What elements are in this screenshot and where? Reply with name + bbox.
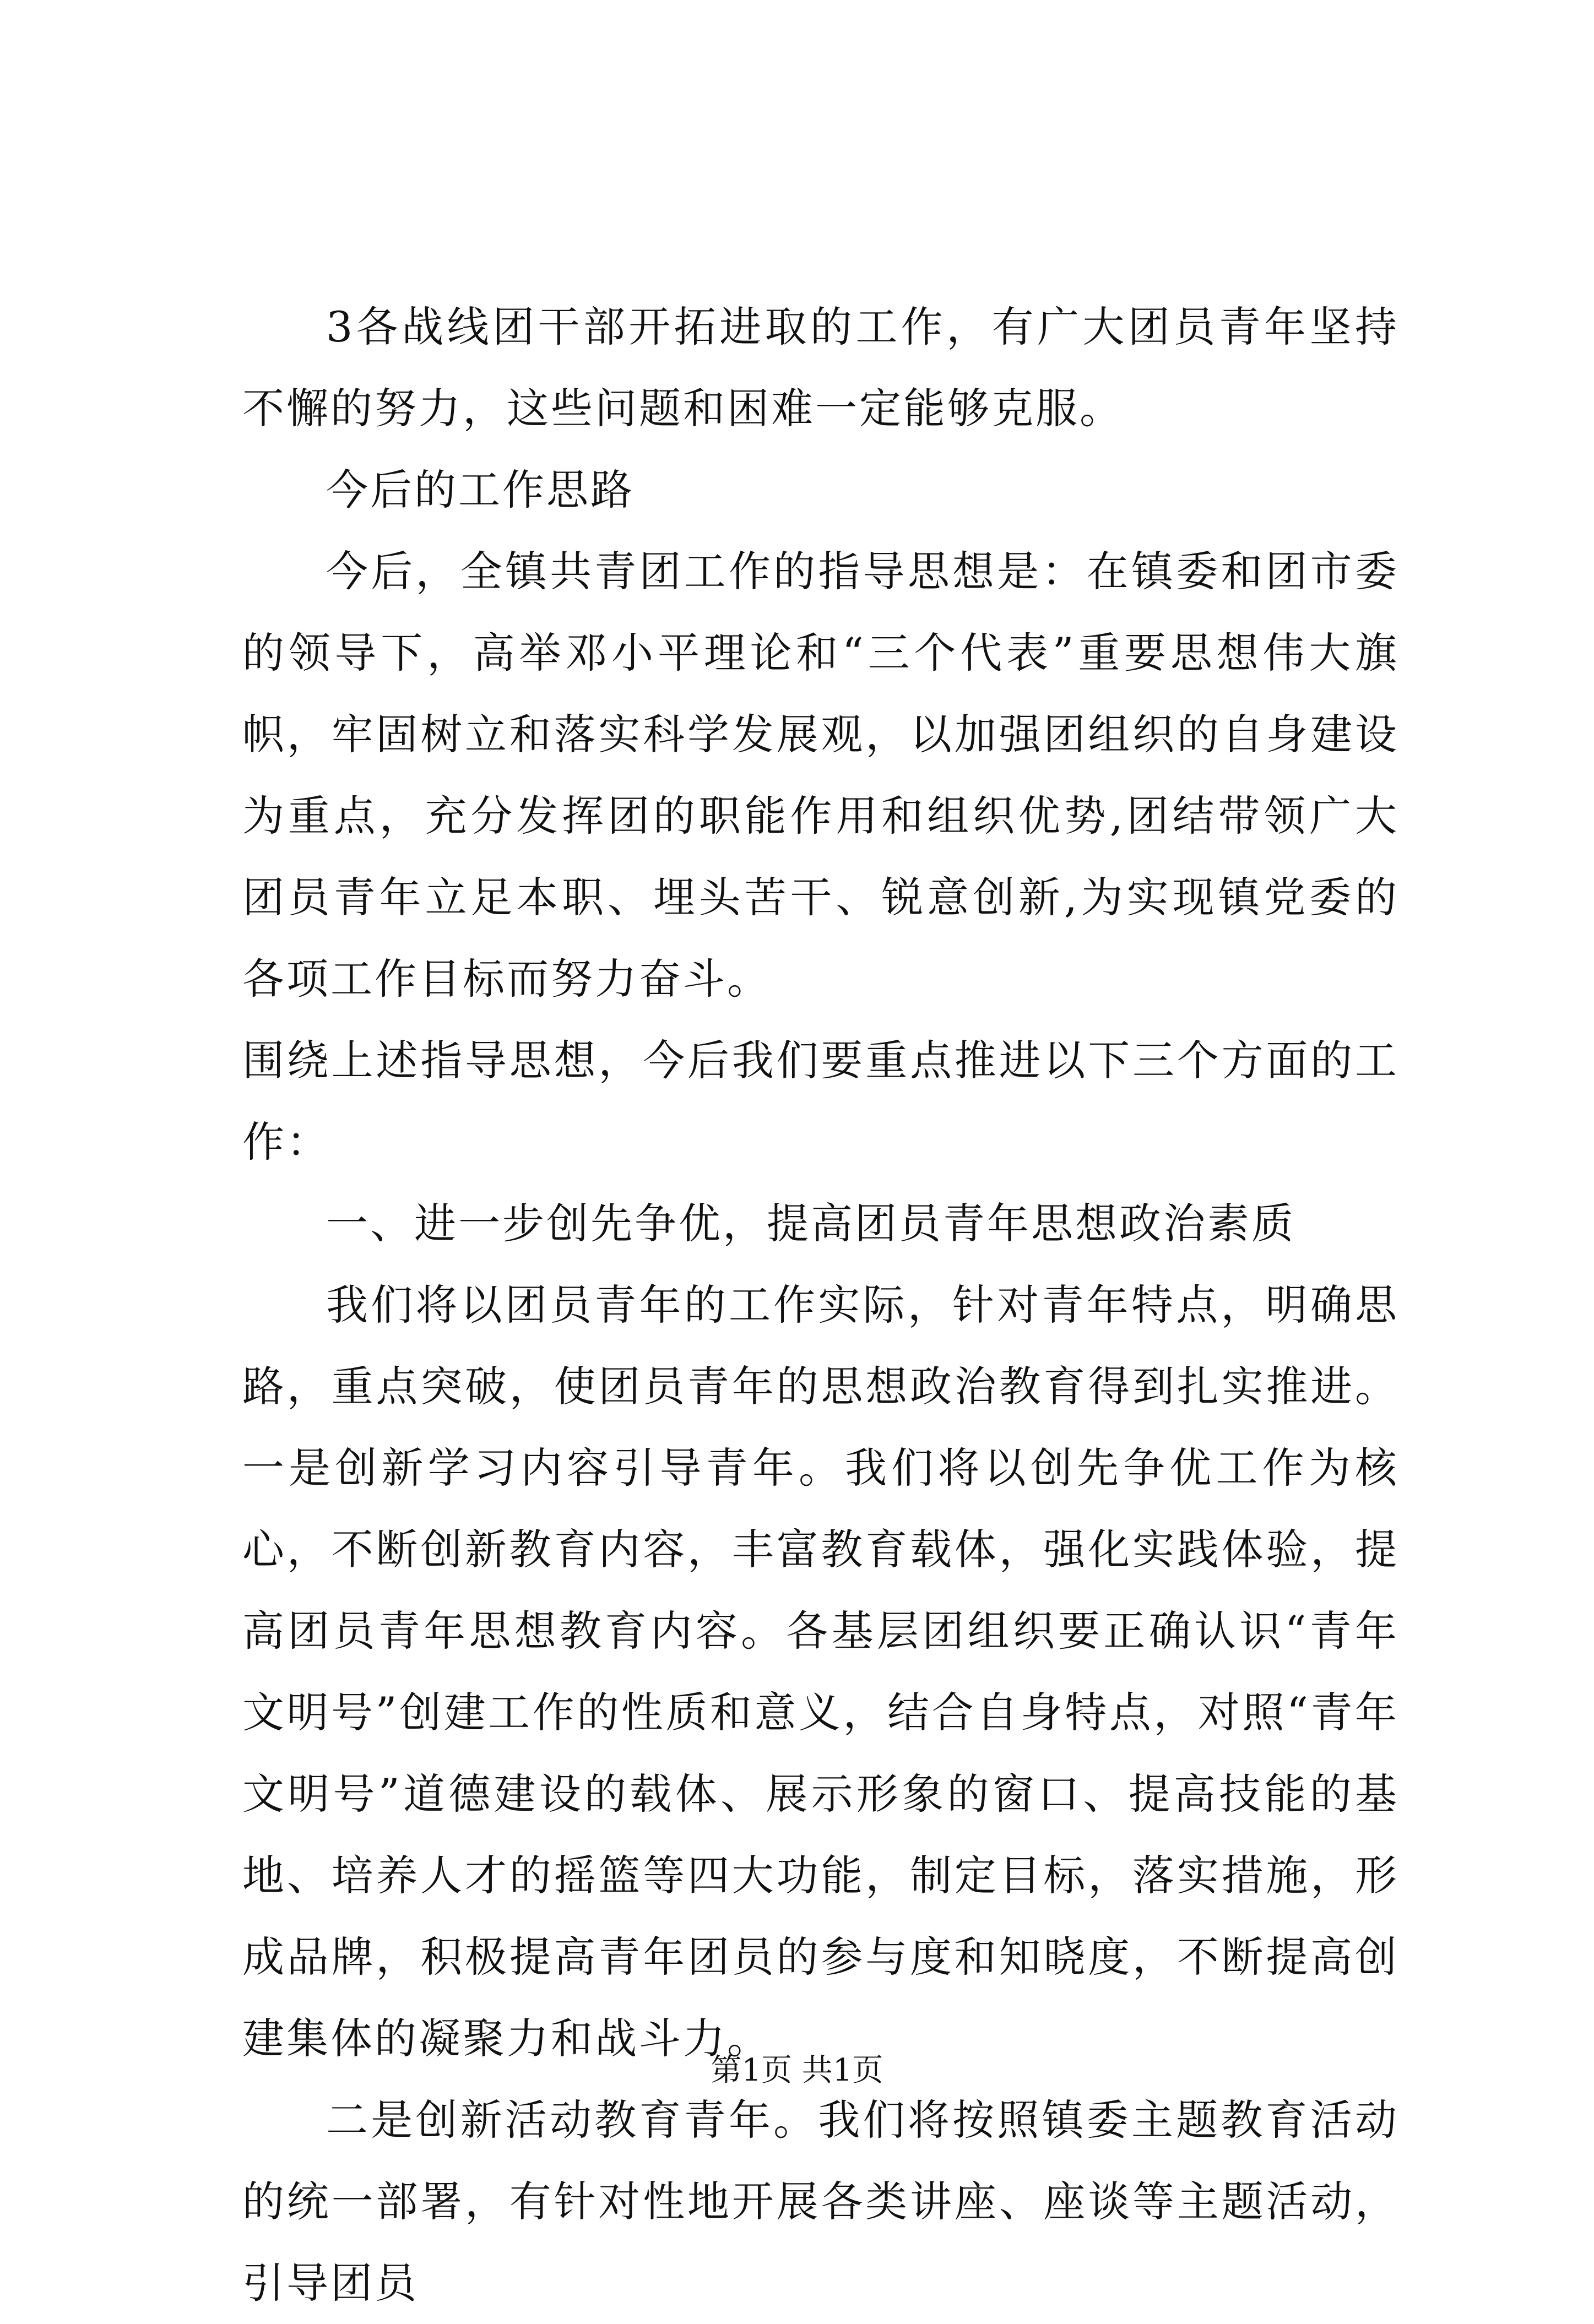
paragraph-education-plan: 我们将以团员青年的工作实际，针对青年特点，明确思路，重点突破，使团员青年的思想政治教育得到扎实推进。一是创新学习内容引导青年。我们将以创先争优工作为核心，不断创新教育内容，丰富教育载体，强化实践体验，提高团员青年思想教育内容。各基层团组织要正确认识“青年文明号”创建工作的性质和意义，结合自身特点，对照“青年文明号”道德建设的载体、展示形象的窗口、提高技能的基地、培养人才的摇篮等四大功能，制定目标，落实措施，形成品牌，积极提高青年团员的参与度和知晓度，不断提高创建集体的凝聚力和战斗力。 <box>242 1280 1399 2063</box>
paragraph-three-aspects: 围绕上述指导思想，今后我们要重点推进以下三个方面的工作： <box>242 1036 1399 1166</box>
paragraph-activity-education: 二是创新活动教育青年。我们将按照镇委主题教育活动的统一部署，有针对性地开展各类讲座、座谈等主题活动，引导团员 <box>242 2095 1399 2307</box>
paragraph-continuation: 3各战线团干部开拓进取的工作，有广大团员青年坚持不懈的努力，这些问题和困难一定能够克服。 <box>242 302 1399 433</box>
paragraph-guiding-thought: 今后，全镇共青团工作的指导思想是：在镇委和团市委的领导下，高举邓小平理论和“三个代表”重要思想伟大旗帜，牢固树立和落实科学发展观，以加强团组织的自身建设为重点，充分发挥团的职能作用和组织优势,团结带领广大团员青年立足本职、埋头苦干、锐意创新,为实现镇党委的各项工作目标而努力奋斗。 <box>242 547 1399 1003</box>
page-footer <box>0 2049 1594 2093</box>
page-number-text: 第1页 共1页 <box>711 2052 883 2088</box>
section-heading-one: 一、进一步创先争优，提高团员青年思想政治素质 <box>326 1199 1295 1248</box>
section-heading-future-ideas: 今后的工作思路 <box>326 465 635 514</box>
document-body <box>242 286 1399 2324</box>
